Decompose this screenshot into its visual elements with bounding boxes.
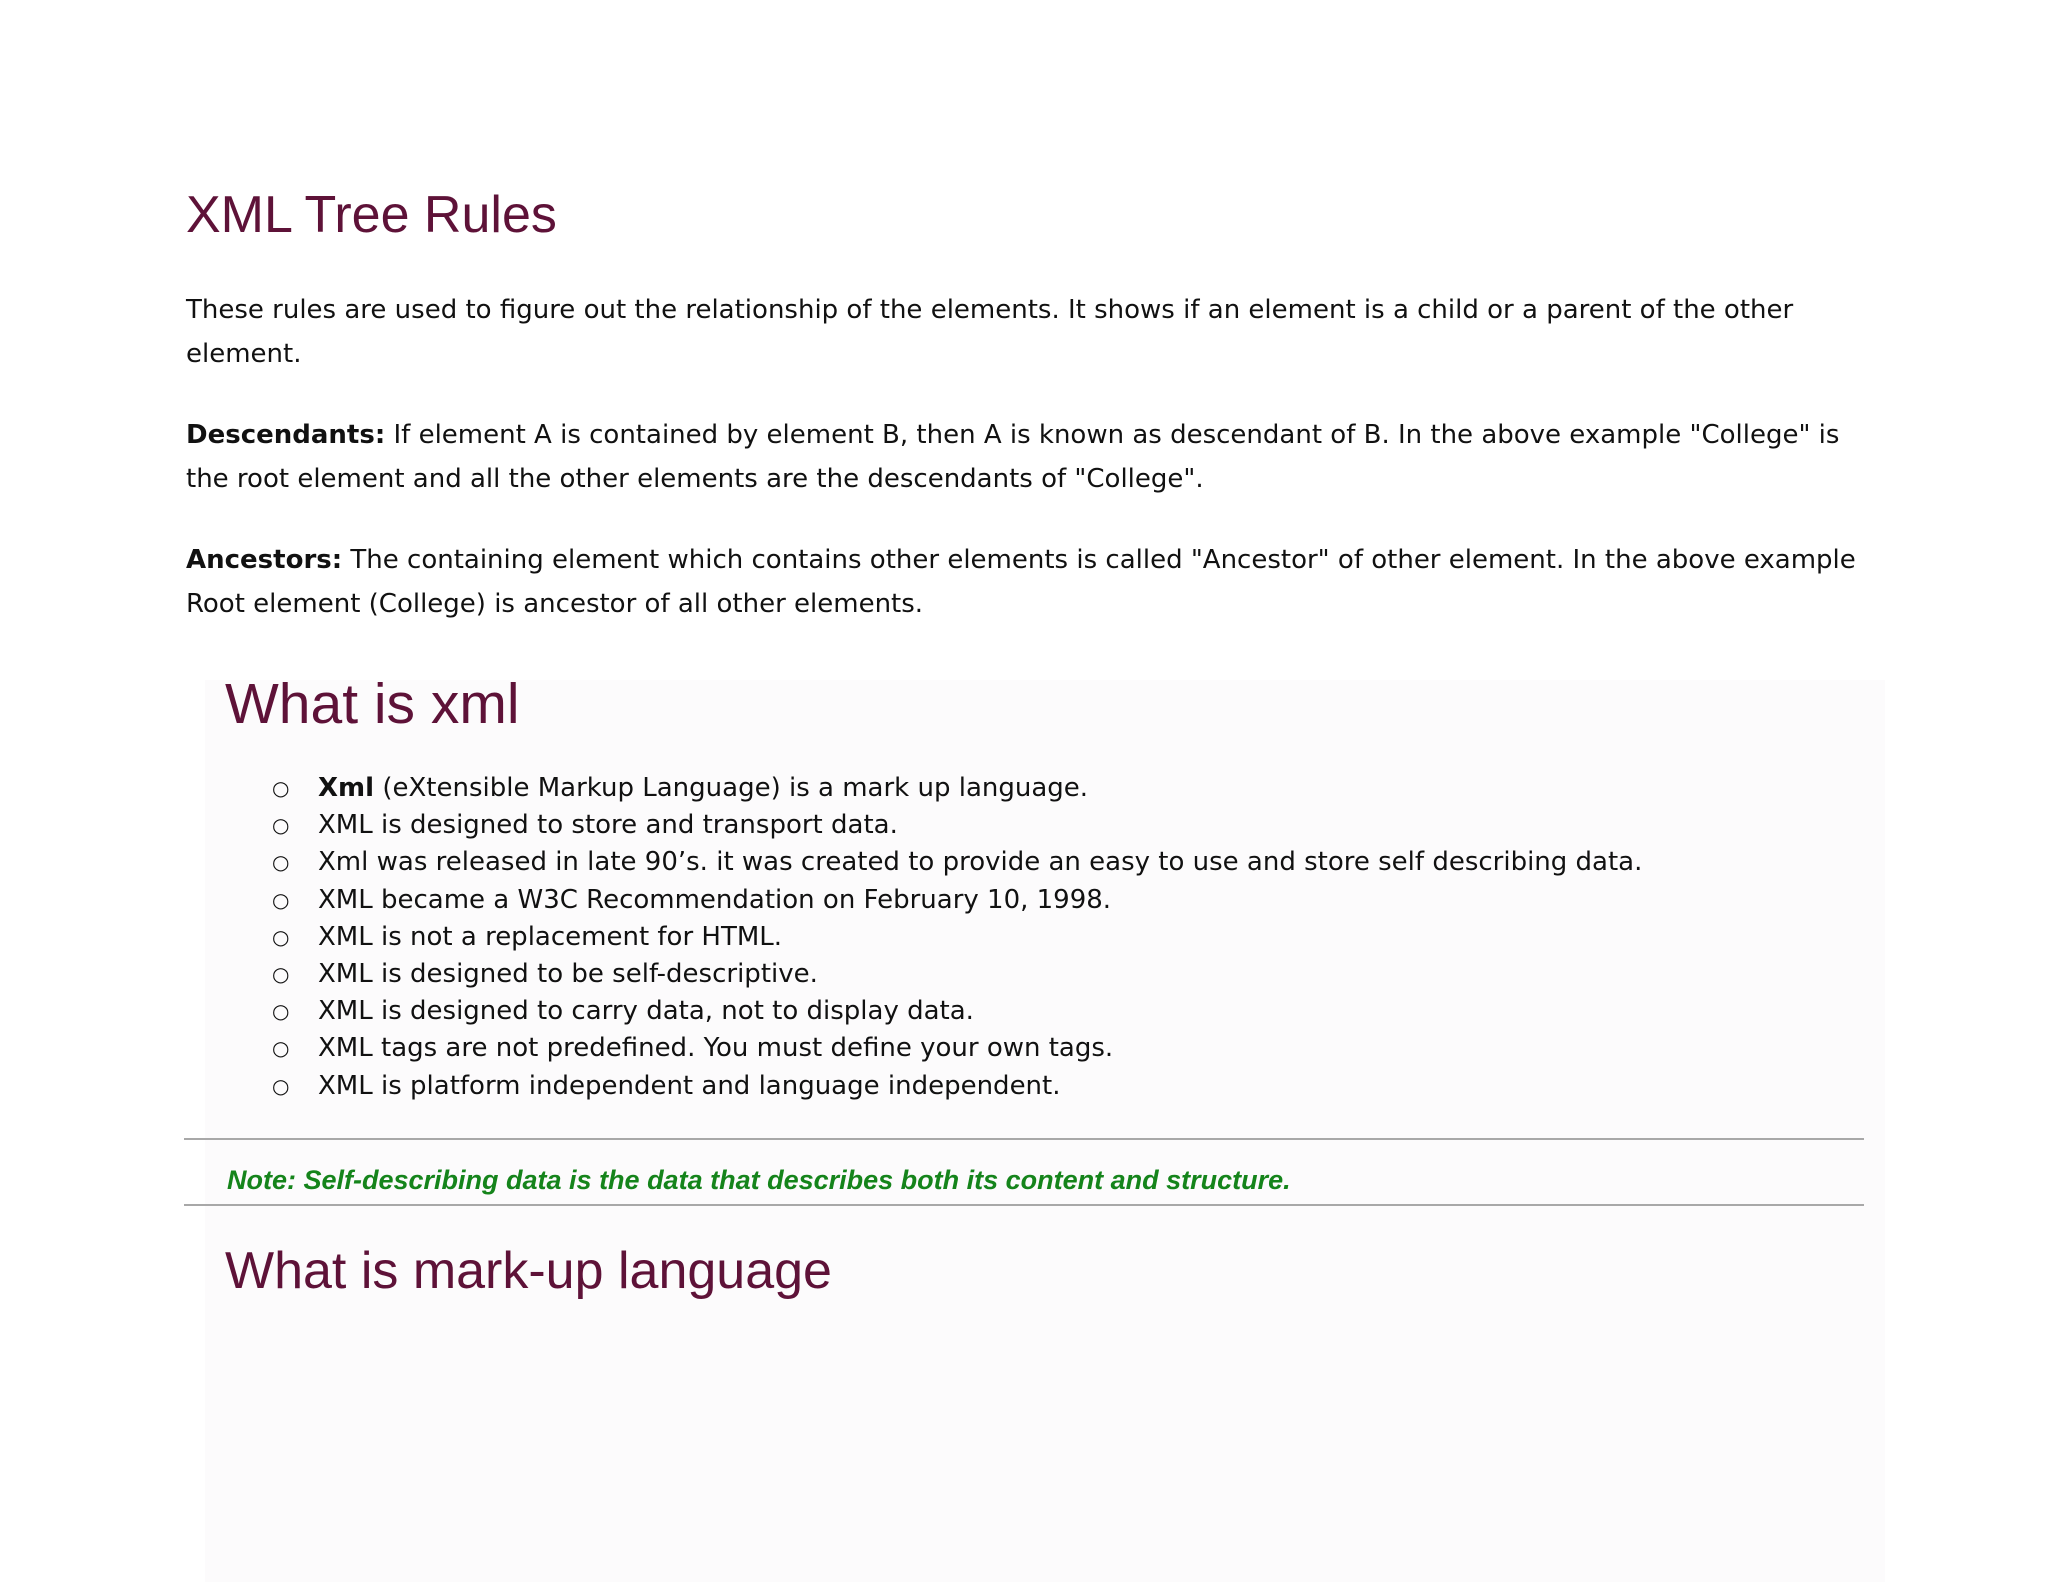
circle-bullet-icon: ○	[272, 887, 290, 912]
descendants-term: Descendants:	[186, 420, 386, 450]
list-item	[272, 919, 1642, 956]
intro-paragraph: These rules are used to figure out the relationship of the elements. It shows if an element is a child or a parent of the other element.	[186, 295, 1794, 369]
list-item	[272, 956, 1642, 993]
descendants-text: If element A is contained by element B, then A is known as descendant of B. In the above example "College" is the root element and all the other elements are the descendants of "College".	[186, 420, 1840, 494]
circle-bullet-icon: ○	[272, 961, 290, 986]
note-text: Note: Self-describing data is the data that describes both its content and structure.	[227, 1165, 1291, 1195]
section-title-what-is-xml: What is xml	[225, 672, 520, 736]
list-item-text: (eXtensible Markup Language) is a mark up language.	[374, 773, 1089, 803]
section-title-markup-language: What is mark-up language	[225, 1242, 832, 1300]
circle-bullet-icon: ○	[272, 1036, 290, 1061]
ancestors-paragraph	[186, 538, 1876, 626]
circle-bullet-icon: ○	[272, 813, 290, 838]
circle-bullet-icon: ○	[272, 850, 290, 875]
list-item-text: XML is designed to carry data, not to display data.	[318, 996, 974, 1027]
descendants-paragraph	[186, 413, 1876, 501]
ancestors-text: The containing element which contains other elements is called "Ancestor" of other element. In the above example Root element (College) is ancestor of all other elements.	[186, 545, 1856, 619]
list-item-bold-term: Xml	[318, 773, 375, 803]
list-item-text: XML is not a replacement for HTML.	[318, 921, 783, 952]
list-item	[272, 1068, 1642, 1105]
circle-bullet-icon: ○	[272, 1073, 290, 1098]
list-item	[272, 844, 1642, 881]
list-item-text: XML is platform independent and language independent.	[318, 1070, 1061, 1101]
list-item	[272, 882, 1642, 919]
section-title-xml-tree-rules: XML Tree Rules	[186, 186, 557, 244]
note-divider-bottom	[184, 1204, 1864, 1206]
list-item	[272, 993, 1642, 1030]
xml-facts-list	[272, 770, 1642, 1105]
ancestors-term: Ancestors:	[186, 545, 343, 575]
list-item	[272, 1030, 1642, 1067]
list-item-text: XML became a W3C Recommendation on February 10, 1998.	[318, 884, 1112, 915]
circle-bullet-icon: ○	[272, 924, 290, 949]
list-item-text: Xml was released in late 90’s. it was created to provide an easy to use and store self describing data.	[318, 847, 1643, 878]
note-divider-top	[184, 1138, 1864, 1140]
list-item	[272, 807, 1642, 844]
circle-bullet-icon: ○	[272, 776, 290, 800]
list-item-text: XML is designed to store and transport data.	[318, 810, 898, 841]
circle-bullet-icon: ○	[272, 999, 290, 1024]
list-item-text: XML is designed to be self-descriptive.	[318, 958, 818, 989]
list-item-text: XML tags are not predefined. You must define your own tags.	[318, 1033, 1114, 1064]
list-item	[272, 770, 1642, 807]
